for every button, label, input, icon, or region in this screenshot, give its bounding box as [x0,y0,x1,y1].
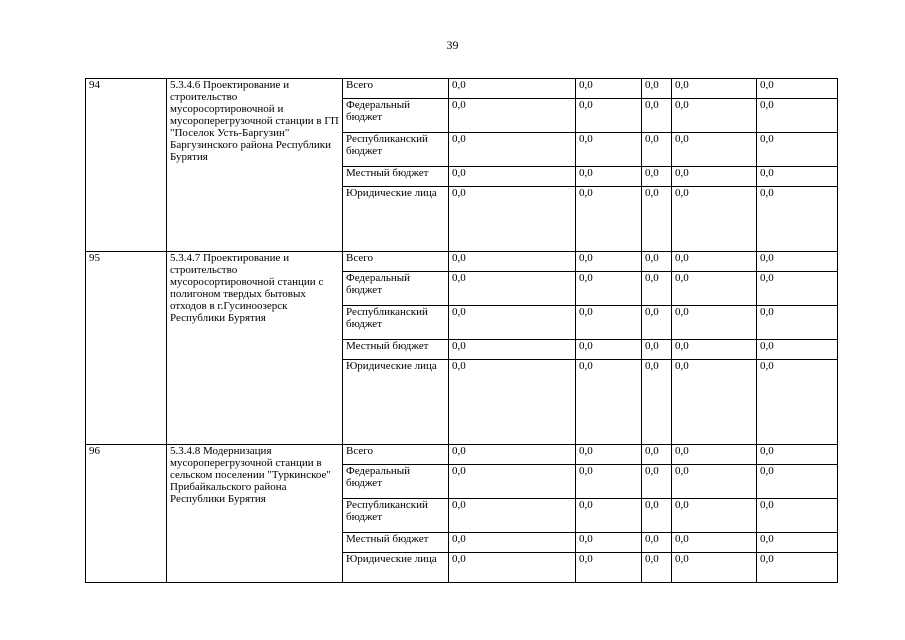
funding-source-label: Всего [343,445,449,465]
table-row [86,445,838,465]
value-cell: 0,0 [449,187,576,252]
value-cell: 0,0 [672,272,757,306]
value-cell: 0,0 [672,533,757,553]
value-cell: 0,0 [672,445,757,465]
value-cell: 0,0 [672,340,757,360]
value-cell: 0,0 [576,167,642,187]
row-number: 94 [86,79,167,252]
funding-source-label: Всего [343,79,449,99]
value-cell: 0,0 [757,167,838,187]
value-cell: 0,0 [576,272,642,306]
value-cell: 0,0 [757,465,838,499]
measure-title: 5.3.4.7 Проектирование и строительство мусоросортировочной станции с полигоном твердых бытовых отходов в г.Гусиноозерск Республики Бурятия [167,252,343,445]
value-cell: 0,0 [576,533,642,553]
value-cell: 0,0 [642,499,672,533]
value-cell: 0,0 [757,360,838,445]
value-cell: 0,0 [672,187,757,252]
table-row [86,252,838,272]
value-cell: 0,0 [672,553,757,583]
value-cell: 0,0 [449,306,576,340]
funding-source-label: Федеральный бюджет [343,99,449,133]
value-cell: 0,0 [449,272,576,306]
value-cell: 0,0 [576,465,642,499]
value-cell: 0,0 [642,252,672,272]
value-cell: 0,0 [449,133,576,167]
value-cell: 0,0 [757,533,838,553]
value-cell: 0,0 [576,499,642,533]
value-cell: 0,0 [642,553,672,583]
value-cell: 0,0 [449,553,576,583]
funding-source-label: Местный бюджет [343,167,449,187]
value-cell: 0,0 [757,272,838,306]
value-cell: 0,0 [757,187,838,252]
value-cell: 0,0 [576,187,642,252]
value-cell: 0,0 [672,306,757,340]
value-cell: 0,0 [449,465,576,499]
value-cell: 0,0 [449,252,576,272]
value-cell: 0,0 [757,252,838,272]
value-cell: 0,0 [757,445,838,465]
value-cell: 0,0 [449,99,576,133]
value-cell: 0,0 [757,133,838,167]
value-cell: 0,0 [672,99,757,133]
value-cell: 0,0 [757,553,838,583]
value-cell: 0,0 [672,360,757,445]
value-cell: 0,0 [576,252,642,272]
funding-source-label: Федеральный бюджет [343,465,449,499]
value-cell: 0,0 [672,133,757,167]
funding-source-label: Юридические лица [343,553,449,583]
value-cell: 0,0 [449,79,576,99]
value-cell: 0,0 [672,465,757,499]
value-cell: 0,0 [757,99,838,133]
value-cell: 0,0 [642,533,672,553]
funding-source-label: Местный бюджет [343,533,449,553]
value-cell: 0,0 [642,187,672,252]
value-cell: 0,0 [576,553,642,583]
value-cell: 0,0 [449,533,576,553]
value-cell: 0,0 [757,79,838,99]
value-cell: 0,0 [757,499,838,533]
value-cell: 0,0 [576,133,642,167]
measure-title: 5.3.4.8 Модернизация мусороперегрузочной станции в сельском поселении "Туркинское" Прибайкальского района Республики Бурятия [167,445,343,583]
funding-source-label: Республиканский бюджет [343,306,449,340]
funding-source-label: Юридические лица [343,360,449,445]
value-cell: 0,0 [672,252,757,272]
value-cell: 0,0 [642,340,672,360]
funding-source-label: Республиканский бюджет [343,499,449,533]
page-number: 39 [446,38,459,52]
value-cell: 0,0 [449,360,576,445]
value-cell: 0,0 [642,167,672,187]
funding-source-label: Местный бюджет [343,340,449,360]
value-cell: 0,0 [757,340,838,360]
funding-source-label: Республиканский бюджет [343,133,449,167]
value-cell: 0,0 [672,79,757,99]
value-cell: 0,0 [642,99,672,133]
value-cell: 0,0 [449,499,576,533]
value-cell: 0,0 [449,445,576,465]
value-cell: 0,0 [672,499,757,533]
measure-title: 5.3.4.6 Проектирование и строительство мусоросортировочной и мусороперегрузочной станции в ГП "Поселок Усть-Баргузин" Баргузинского района Республики Бурятия [167,79,343,252]
funding-source-label: Федеральный бюджет [343,272,449,306]
row-number: 95 [86,252,167,445]
value-cell: 0,0 [576,445,642,465]
value-cell: 0,0 [672,167,757,187]
budget-table [85,78,838,583]
value-cell: 0,0 [576,360,642,445]
value-cell: 0,0 [642,306,672,340]
value-cell: 0,0 [576,306,642,340]
value-cell: 0,0 [757,306,838,340]
value-cell: 0,0 [642,79,672,99]
value-cell: 0,0 [642,360,672,445]
table-row [86,79,838,99]
funding-source-label: Всего [343,252,449,272]
value-cell: 0,0 [642,445,672,465]
value-cell: 0,0 [576,340,642,360]
value-cell: 0,0 [642,133,672,167]
value-cell: 0,0 [449,167,576,187]
value-cell: 0,0 [449,340,576,360]
value-cell: 0,0 [576,99,642,133]
value-cell: 0,0 [642,272,672,306]
value-cell: 0,0 [576,79,642,99]
value-cell: 0,0 [642,465,672,499]
row-number: 96 [86,445,167,583]
funding-source-label: Юридические лица [343,187,449,252]
